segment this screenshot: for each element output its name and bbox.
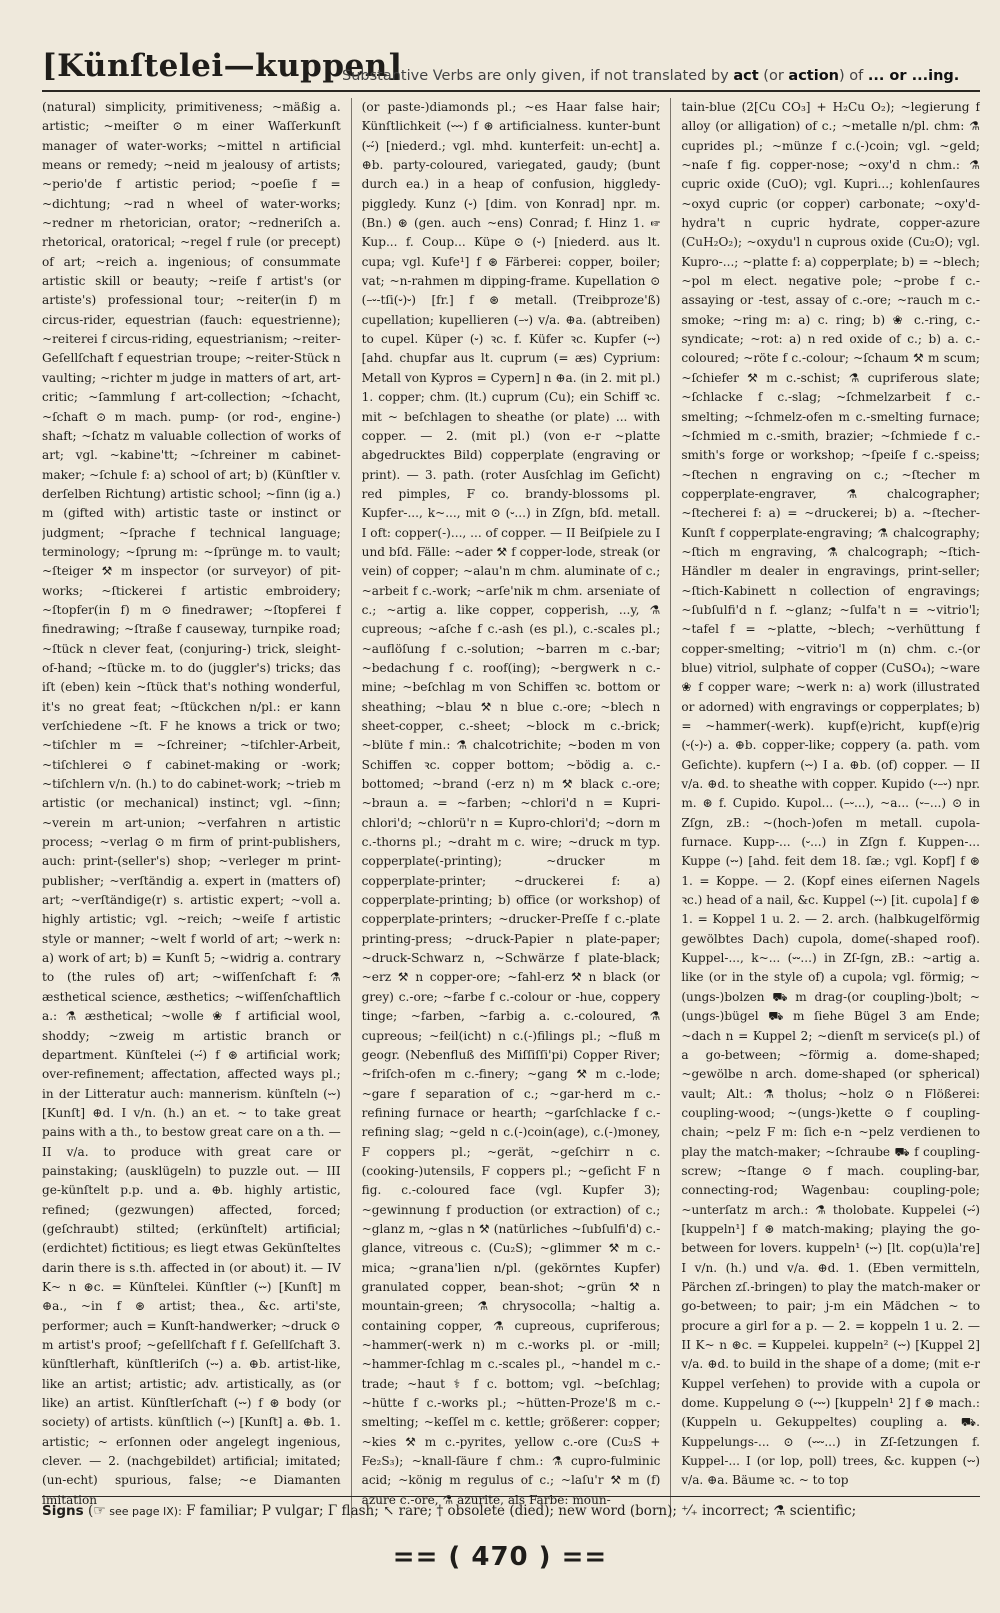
column-1 — [42, 98, 341, 1518]
text-columns — [42, 98, 980, 1518]
column-3-text: tain-blue (2[Cu CO₃] + H₂Cu O₂); ~legierung f alloy (or alligation) of c.; ~metalle n/pl. chm: ⚗ cuprides pl.; ~münze f c.(-)coin; vgl. ~geld; ~naſe f fig. copper-nose; ~oxy'd n chm.: ⚗ cupric oxide (CuO); vgl. Kupri...; kohlenſaures ~oxyd cupric (or copper) carbonate; ~oxy'd-hydra't n cupric hydrate, copper-azure (CuH₂O₂); ~oxydu'l n cuprous oxide (Cu₂O); vgl. Kupro-...; ~platte f: a) copperplate; b) = ~blech; ~pol m elect. negative pole; ~probe f c.-assaying or -test, assay of c.-ore; ~rauch m c.-smoke; ~ring m: a) c. ring; b) ❀ c.-ring, c.-syndicate; ~rot: a) n red oxide of c.; b) a. c.-coloured; ~röte f c.-colour; ~ſchaum ⚒ m scum; ~ſchiefer ⚒ m c.-schist; ⚗ cupriferous slate; ~ſchlacke f c.-slag; ~ſchmelzarbeit f c.-smelting; ~ſchmelz-ofen m c.-smelting furnace; ~ſchmied m c.-smith, brazier; ~ſchmiede f c.-smith's forge or workshop; ~ſpeiſe f c.-speiss; ~ſtechen n engraving on c.; ~ſtecher m copperplate-engraver, ⚗ chalcographer; ~ſtecherei f: a) = ~druckerei; b) a. ~ſtecher-Kunſt f copperplate-engraving; ⚗ chalcography; ~ſtich m engraving, ⚗ chalcograph; ~ſtich-Händler m dealer in engravings, print-seller; ~ſtich-Kabinett n collection of engravings; ~ſubſulfi'd n f. ~glanz; ~ſulfa't n = ~vitrio'l; ~tafel f = ~platte, ~blech; ~verhüttung f copper-smelting; ~vitrio'l m (n) chm. c.-(or blue) vitriol, sulphate of copper (CuSO₄); ~ware ❀ f copper ware; ~werk n: a) work (illustrated or adorned) with engravings or copperplates; b) = ~hammer(-werk). kupf(e)richt, kupf(e)rig (⏑(⏑)⏑) a. ⊕b. copper-like; coppery (a. path. vom Geſichte). kupfern (⏑⏑) I a. ⊕b. (of) copper. — II v/a. ⊕d. to sheathe with copper. Kupido (⏑–⏑) npr. m. ⊛ f. Cupido. Kupol... (–⏑...), ~a... (⏑–...) ⊙ in Zſgn, zB.: ~(hoch-)ofen m metall. cupola-furnace. Kupp-... (⏑...) in Zſgn f. Kuppen-... Kuppe (⏑⏑) [ahd. feit dem 18. ſæ.; vgl. Kopf] f ⊛ 1. = Koppe. — 2. (Kopf eines eiſernen Nagels ꝛc.) head of a nail, &c. Kuppel (⏑⏑) [it. cupola] f ⊛ 1. = Koppel 1 u. 2. — 2. arch. (halbkugelförmig gewölbtes Dach) cupola, dome(-shaped roof). Kuppel-..., k~... (⏑⏑...) in Zſ-ſgn, zB.: ~artig a. like (or in the style of) a cupola; vgl. förmig; ~(ungs-)bolzen ⛟ m drag-(or coupling-)bolt; ~(ungs-)bügel ⛟ m ſiehe Bügel 3 am Ende; ~dach n = Kuppel 2; ~dienſt m service(s pl.) of a go-between; ~förmig a. dome-shaped; ~gewölbe n arch. dome-shaped (or spherical) vault; Alt.: ⚗ tholus; ~holz ⊙ n Flößerei: coupling-wood; ~(ungs-)kette ⊙ f coupling-chain; ~pelz F m: ſich e-n ~pelz verdienen to play the match-maker; ~ſchraube ⛟ f coupling-screw; ~ſtange ⊙ f mach. coupling-bar, connecting-rod; Wagenbau: coupling-pole; ~unterſatz m arch.: ⚗ tholobate. Kuppelei (⏑⏑́) [kuppeln¹] f ⊛ match-making; playing the go-between for lovers. kuppeln¹ (⏑⏑) [lt. cop(u)la're] I v/n. (h.) und v/a. ⊕d. 1. (Eben vermitteln, Pärchen zſ.-bringen) to play the match-maker or go-between; to pair; j-m ein Mädchen ~ to procure a girl for a p. — 2. = koppeln 1 u. 2. — II K~ n ⊛c. = Kuppelei. kuppeln² (⏑⏑) [Kuppel 2] v/a. ⊕d. to build in the shape of a dome; (mit e-r Kuppel verſehen) to provide with a cupola or dome. Kuppelung ⊙ (⏑⏑⏑) [kuppeln¹ 2] f ⊛ mach.: (Kuppeln u. Gekuppeltes) coupling a. ⛟. Kuppelungs-... ⊙ (⏑⏑⏑...) in Zſ-ſetzungen f. Kuppel-... I (or lop, poll) trees, &c. kuppen (⏑⏑) v/a. ⊕a. Bäume ꝛc. ~ to top — [681, 100, 980, 1488]
column-1-text: (natural) simplicity, primitiveness; ~mäßig a. artistic; ~meiſter ⊙ m einer Waſſerkunſt manager of water-works; ~mittel n artificial means or remedy; ~neid m jealousy of artists; ~perio'de f artistic period; ~poeſie f = ~dichtung; ~rad n wheel of water-works; ~redner m rhetorician, orator; ~redneriſch a. rhetorical, oratorical; ~regel f rule (or precept) of art; ~reich a. ingenious; of consummate artistic skill or beauty; ~reiſe f artist's (or artiste's) professional tour; ~reiter(in f) m circus-rider, equestrian (fauch: equestrienne); ~reiterei f circus-riding, equestrianism; ~reiter-Geſellſchaft f equestrian troupe; ~reiter-Stück n vaulting; ~richter m judge in matters of art, art-critic; ~ſammlung f art-collection; ~ſchacht, ~ſchaft ⊙ m mach. pump- (or rod-, engine-) shaft; ~ſchatz m valuable collection of works of art; vgl. ~kabine'tt; ~ſchreiner m cabinet-maker; ~ſchule f: a) school of art; b) (Künſtler v. derſelben Richtung) artistic school; ~ſinn (ig a.) m (gifted with) artistic taste or instinct or judgment; ~ſprache f technical language; terminology; ~ſprung m: ~ſprünge m. to vault; ~ſteiger ⚒ m inspector (or surveyor) of pit-works; ~ſtickerei f artistic embroidery; ~ſtopfer(in f) m ⊙ finedrawer; ~ſtopferei f finedrawing; ~ſtraße f causeway, turnpike road; ~ſtück n clever feat, (conjuring-) trick, sleight-of-hand; ~ſtücke m. to do (juggler's) tricks; das iſt (eben) kein ~ſtück that's nothing wonderful, it's no great feat; ~ſtückchen n/pl.: er kann verſchiedene ~ſt. F he knows a trick or two; ~tiſchler m = ~ſchreiner; ~tiſchler-Arbeit, ~tiſchlerei ⊙ f cabinet-making or -work; ~tiſchlern v/n. (h.) to do cabinet-work; ~trieb m artistic (or mechanical) instinct; vgl. ~ſinn; ~verein m art-union; ~verfahren n artistic process; ~verlag ⊙ m firm of print-publishers, auch: print-(seller's) shop; ~verleger m print-publisher; ~verſtändig a. expert in (matters of) art; ~verſtändige(r) s. artistic expert; ~voll a. highly artistic; vgl. ~reich; ~weiſe f artistic style or manner; ~welt f world of art; ~werk n: a) work of art; b) = Kunſt 5; ~widrig a. contrary to (the rules of) art; ~wiſſenſchaft f: ⚗ æsthetical science, æsthetics; ~wiſſenſchaftlich a.: ⚗ æsthetical; ~wolle ❀ f artificial wool, shoddy; ~zweig m artistic branch or department. Künſtelei (⏑⏑́) f ⊛ artificial work; over-refinement; affectation, affected ways pl.; in der Litteratur auch: mannerism. künſteln (⏑⏑) [Kunſt] ⊕d. I v/n. (h.) an et. ~ to take great pains with a th., to bestow great care on a th. — II v/a. to produce with great care or painstaking; (ausklügeln) to puzzle out. — III ge-künſtelt p.p. und a. ⊕b. highly artistic, refined; (gezwungen) affected, forced; (geſchraubt) stilted; (erkünſtelt) artificial; (erdichtet) fictitious; es liegt etwas Gekünſteltes darin there is s.th. affected in (or about) it. — IV K~ n ⊛c. = Künſtelei. Künſtler (⏑⏑) [Kunſt] m ⊕a., ~in f ⊛ artist; thea., &c. arti'ste, performer; auch = Kunſt-handwerker; ~druck ⊙ m artist's proof; ~geſellſchaft f f. Geſellſchaft 3. künſtlerhaft, künſtleriſch (⏑⏑) a. ⊕b. artist-like, like an artist; artistic; adv. artistically, as (or like) an artist. Künſtlerſchaft (⏑⏑) f ⊛ body (or society) of artists. künſtlich (⏑⏑) [Kunſt] a. ⊕b. 1. artistic; ~ erſonnen oder angelegt ingenious, clever. — 2. (nachgebildet) artificial; imitated; (un-echt) spurious, false; ~e Diamanten imitation — [42, 100, 341, 1507]
header-note-c: ) of — [838, 68, 868, 84]
signs-text: F familiar; P vulgar; Γ flash; ↖ rare; † obsolete (died); new word (born); ⁺⁄₊ incorrect; ⚗ scientific; — [181, 1503, 857, 1519]
header-note-a: Substantive Verbs are only given, if not translated by — [342, 68, 734, 84]
header-note — [342, 68, 959, 84]
header-note-action: action — [788, 68, 839, 84]
page-number: == ( 470 ) == — [392, 1542, 608, 1572]
column-2 — [362, 98, 661, 1518]
column-divider — [670, 98, 671, 1518]
signs-ref: see page IX): — [105, 1505, 182, 1518]
page-number-text: ( 470 ) — [448, 1542, 552, 1572]
signs-legend: Signs (☞ see page IX): F familiar; P vulgar; Γ flash; ↖ rare; † obsolete (died); new word (born); ⁺⁄₊ incorrect; ⚗ scientific; — [42, 1496, 980, 1519]
column-3 — [681, 98, 980, 1518]
header-note-d: ... or ...ing. — [867, 68, 960, 84]
column-divider — [351, 98, 352, 1518]
page-header — [42, 40, 980, 92]
column-2-text: (or paste-)diamonds pl.; ~es Haar false hair; Künſtlichkeit (⏑⏑⏑) f ⊛ artificialness. kunter-bunt (⏑⏑́) [niederd.; vgl. mhd. kunterfeit: un-echt] a. ⊕b. party-coloured, variegated, gaudy; (bunt durch ea.) in a heap of confusion, higgledy-piggledy. Kunz (⏑) [dim. von Konrad] npr. m. (Bn.) ⊛ (gen. auch ~ens) Conrad; f. Hinz 1. ☞ Kup... f. Coup... Küpe ⊙ (⏑) [niederd. aus lt. cupa; vgl. Kufe¹] f ⊛ Färberei: copper, boiler; vat; ~n-rahmen m dipping-frame. Kupellation ⊙ (–⏑-tſi(⏑)⏑) [fr.] f ⊛ metall. (Treibproze'ß) cupellation; kupellieren (–⏑) v/a. ⊕a. (abtreiben) to cupel. Küper (⏑) ꝛc. f. Küfer ꝛc. Kupfer (⏑⏑) [ahd. chupfar aus lt. cuprum (= æs) Cyprium: Metall von Kypros = Cypern] n ⊕a. (in 2. mit pl.) 1. copper; chm. (lt.) cuprum (Cu); ein Schiff ꝛc. mit ~ beſchlagen to sheathe (or plate) ... with copper. — 2. (mit pl.) (von e-r ~platte abgedrucktes Bild) copperplate (engraving or print). — 3. path. (roter Ausſchlag im Geſicht) red pimples, F co. brandy-blossoms pl. Kupfer-..., k~..., mit ⊙ (⏑...) in Zſgn, bſd. metall. I oft: copper(-)..., ... of copper. — II Beiſpiele zu I und bſd. Fälle: ~ader ⚒ f copper-lode, streak (or vein) of copper; ~alau'n m chm. aluminate of c.; ~arbeit f c.-work; ~arſe'nik m chm. arseniate of c.; ~artig a. like copper, copperish, ...y, ⚗ cupreous; ~aſche f c.-ash (es pl.), c.-scales pl.; ~auflöſung f c.-solution; ~barren m c.-bar; ~bedachung f c. roof(ing); ~bergwerk n c.-mine; ~beſchlag m von Schiffen ꝛc. bottom or sheathing; ~blau ⚒ n blue c.-ore; ~blech n sheet-copper, c.-sheet; ~block m c.-brick; ~blüte f min.: ⚗ chalcotrichite; ~boden m von Schiffen ꝛc. copper bottom; ~bödig a. c.-bottomed; ~brand (-erz n) m ⚒ black c.-ore; ~braun a. = ~farben; ~chlori'd n = Kupri-chlori'd; ~chlorü'r n = Kupro-chlori'd; ~dorn m c.-thorns pl.; ~draht m c. wire; ~druck m typ. copperplate(-printing); ~drucker m copperplate-printer; ~druckerei f: a) copperplate-printing; b) office (or workshop) of copperplate-printers; ~drucker-Preſſe f c.-plate printing-press; ~druck-Papier n plate-paper; ~druck-Schwarz n, ~Schwärze f plate-black; ~erz ⚒ n copper-ore; ~fahl-erz ⚒ n black (or grey) c.-ore; ~farbe f c.-colour or -hue, coppery tinge; ~farben, ~farbig a. c.-coloured, ⚗ cupreous; ~feil(icht) n c.(-)filings pl.; ~fluß m geogr. (Nebenfluß des Miſſiſſi'pi) Copper River; ~friſch-ofen m c.-finery; ~gang ⚒ m c.-lode; ~gare f separation of c.; ~gar-herd m c.-refining furnace or hearth; ~garſchlacke f c.-refining slag; ~geld n c.(-)coin(age), c.(-)money, F coppers pl.; ~gerät, ~geſchirr n c. (cooking-)utensils, F coppers pl.; ~geſicht F n fig. c.-coloured face (vgl. Kupfer 3); ~gewinnung f production (or extraction) of c.; ~glanz m, ~glas n ⚒ (natürliches ~ſubſulfi'd) c.-glance, vitreous c. (Cu₂S); ~glimmer ⚒ m c.-mica; ~grana'lien n/pl. (gekörntes Kupfer) granulated copper, bean-shot; ~grün ⚒ n mountain-green; ⚗ chrysocolla; ~haltig a. containing copper, ⚗ cupreous, cupriferous; ~hammer(-werk n) m c.-works pl. or -mill; ~hammer-ſchlag m c.-scales pl., ~handel m c.-trade; ~haut ⚕ f c. bottom; vgl. ~beſchlag; ~hütte f c.-works pl.; ~hütten-Proze'ß m c.-smelting; ~keſſel m c. kettle; größerer: copper; ~kies ⚒ m c.-pyrites, yellow c.-ore (Cu₂S + Fe₂S₃); ~knall-ſäure f chm.: ⚗ cupro-fulminic acid; ~könig m regulus of c.; ~laſu'r ⚒ m (f) azure c.-ore, ⚗ azurite, als Farbe: moun- — [361, 100, 661, 1507]
running-title: [Künſtelei—kuppen] — [42, 48, 403, 84]
signs-label: Signs — [42, 1503, 84, 1519]
pointing-hand-icon: ☞ — [93, 1503, 106, 1519]
header-note-act: act — [733, 68, 759, 84]
header-note-b: (or — [758, 68, 789, 84]
